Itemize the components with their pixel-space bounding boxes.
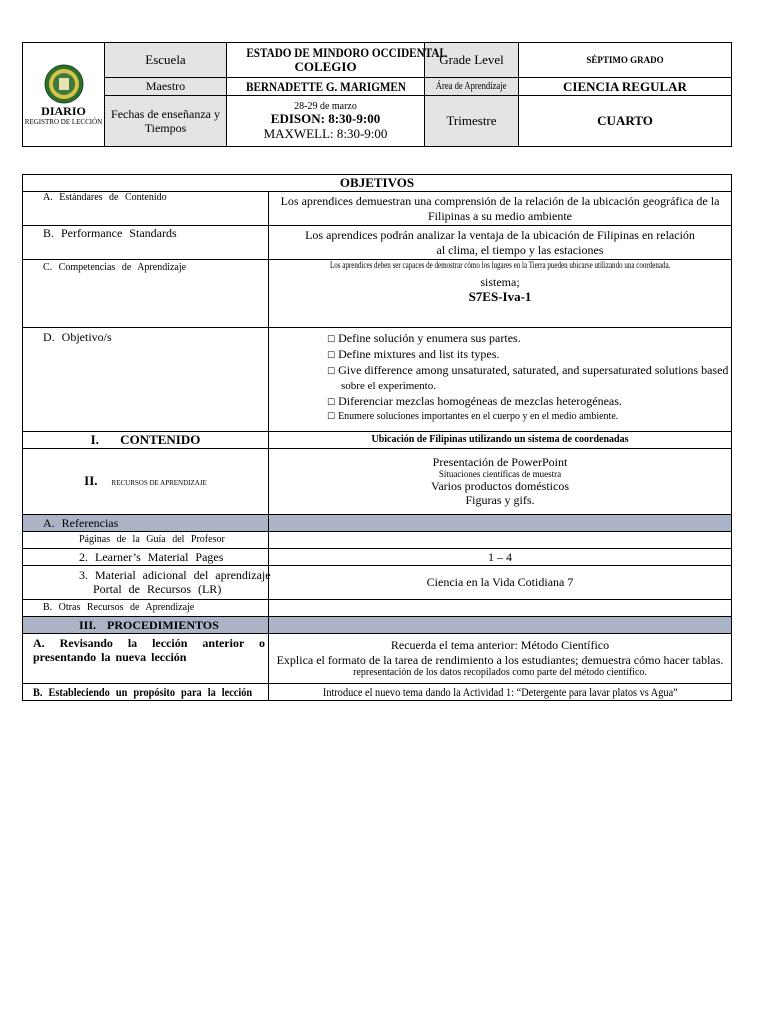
- learner-material-value: 1 – 4: [269, 549, 732, 566]
- area-label-cell: [425, 78, 519, 96]
- missing-glyph-box-icon: ☐: [327, 367, 336, 378]
- teacher-label: Maestro: [105, 78, 227, 96]
- purpose-label: B. Estableciendo un propósito para la lección: [33, 684, 253, 699]
- content-standards-label: A. Estándares de Contenido: [23, 192, 269, 226]
- quarter-value: CUARTO: [519, 96, 732, 147]
- grade-value: SÉPTIMO GRADO: [519, 43, 732, 78]
- performance-line1: Los aprendices podrán analizar la ventaja de la ubicación de Filipinas en relación: [305, 228, 695, 243]
- resource-item: Presentación de PowerPoint: [432, 454, 568, 469]
- school-label: Escuela: [105, 43, 227, 78]
- additional-material-label-1: 3. Material adicional del aprendizaje: [79, 567, 271, 582]
- school-value-line1: ESTADO DE MINDORO OCCIDENTAL: [246, 44, 447, 60]
- objectives-label: D. Objetivo/s: [23, 328, 269, 432]
- competencies-line1: Los aprendices deben ser capaces de demostrar cómo los lugares en la Tierra pueden ubicarse utilizando una coordenada.: [329, 260, 671, 270]
- content-label: I. CONTENIDO: [23, 432, 269, 449]
- additional-material-value: Ciencia en la Vida Cotidiana 7: [269, 566, 732, 600]
- references-value: [269, 515, 732, 532]
- resources-number: II.: [84, 473, 98, 489]
- school-value-cell: [227, 43, 447, 78]
- content-value: Ubicación de Filipinas utilizando un sistema de coordenadas: [269, 432, 732, 449]
- dates-value-cell: [227, 96, 425, 147]
- logo-title: DIARIO: [41, 104, 86, 119]
- objetivos-title: OBJETIVOS: [23, 175, 732, 192]
- objectives-list: [269, 328, 732, 432]
- logo-subtitle: REGISTRO DE LECCIÓN: [24, 118, 103, 127]
- resource-item: Varios productos domésticos: [431, 478, 569, 493]
- additional-material-label-2: Portal de Recursos (LR): [93, 581, 222, 596]
- review-line3: representación de los datos recopilados como parte del método científico.: [353, 666, 647, 678]
- logo-cell: [23, 43, 105, 147]
- competencies-line2: sistema;: [480, 274, 520, 289]
- resource-item: Figuras y gifs.: [465, 492, 535, 507]
- dates-label: Fechas de enseñanza y Tiempos: [105, 96, 227, 147]
- resources-value-cell: [269, 449, 732, 515]
- objective-text: Define mixtures and list its types.: [338, 347, 500, 362]
- objective-item: [327, 330, 728, 346]
- purpose-value: Introduce el nuevo tema dando la Actividad 1: “Detergente para lavar platos vs Agua”: [322, 684, 678, 699]
- objective-item: [327, 362, 728, 378]
- review-label: A. Revisando la lección anterior o presentando la nueva lección: [23, 634, 269, 684]
- dates-line3: MAXWELL: 8:30-9:00: [263, 125, 388, 141]
- competencies-value-cell: [269, 260, 732, 328]
- performance-line2: al clima, el tiempo y las estaciones: [436, 242, 604, 257]
- teacher-guide-value: [269, 532, 732, 549]
- review-line1: Recuerda el tema anterior: Método Científico: [390, 638, 610, 653]
- dates-line2: EDISON: 8:30-9:00: [270, 111, 381, 127]
- resources-label-cell: [23, 449, 269, 515]
- objective-text: Enumere soluciones importantes en el cuerpo y en el medio ambiente.: [338, 410, 619, 422]
- teacher-guide-label: Páginas de la Guía del Profesor: [23, 532, 269, 549]
- resources-label: RECURSOS DE APRENDIZAJE: [111, 479, 207, 488]
- area-label: Área de Aprendizaje: [436, 80, 507, 92]
- competencies-label: C. Competencias de Aprendizaje: [23, 260, 269, 328]
- additional-material-label-cell: [23, 566, 269, 600]
- objective-item: [327, 393, 728, 409]
- objective-item: [327, 346, 728, 362]
- dates-line1: 28-29 de marzo: [294, 100, 357, 112]
- references-label: A. Referencias: [23, 515, 269, 532]
- resource-item: Situaciones científicas de muestra: [438, 469, 562, 480]
- school-value-line2: COLEGIO: [294, 59, 357, 74]
- missing-glyph-box-icon: ☐: [327, 398, 336, 409]
- learner-material-label: 2. Learner’s Material Pages: [23, 549, 269, 566]
- content-standards-value: Los aprendices demuestran una comprensión de la relación de la ubicación geográfica de la Filipinas a su medio ambiente: [269, 192, 732, 226]
- header-table: [22, 42, 732, 147]
- objective-text: Give difference among unsaturated, saturated, and supersaturated solutions based: [338, 363, 729, 378]
- lesson-table: [22, 174, 732, 701]
- purpose-label-cell: [23, 684, 269, 701]
- review-value-cell: [269, 634, 732, 684]
- competencies-code: S7ES-Iva-1: [468, 288, 532, 304]
- school-seal-icon: [44, 64, 84, 104]
- missing-glyph-box-icon: ☐: [327, 351, 336, 362]
- other-resources-value: [269, 600, 732, 617]
- objective-item-cont: sobre el experimento.: [341, 379, 436, 392]
- quarter-label: Trimestre: [425, 96, 519, 147]
- performance-value-cell: [269, 226, 732, 260]
- objective-text: Define solución y enumera sus partes.: [338, 331, 521, 345]
- missing-glyph-box-icon: ☐: [327, 335, 336, 345]
- teacher-value: BERNADETTE G. MARIGMEN: [245, 78, 406, 94]
- missing-glyph-box-icon: ☐: [327, 411, 336, 422]
- other-resources-label: B. Otras Recursos de Aprendizaje: [23, 600, 269, 617]
- objective-text: Diferenciar mezclas homogéneas de mezclas heterogéneas.: [338, 394, 622, 409]
- purpose-value-cell: [269, 684, 732, 701]
- performance-label: B. Performance Standards: [23, 226, 269, 260]
- procedures-label: III. PROCEDIMIENTOS: [23, 617, 269, 634]
- teacher-value-cell: [227, 78, 425, 96]
- procedures-value: [269, 617, 732, 634]
- review-line2: Explica el formato de la tarea de rendimiento a los estudiantes; demuestra cómo hacer tablas.: [276, 652, 724, 667]
- area-value: CIENCIA REGULAR: [519, 78, 732, 96]
- objective-item: [327, 410, 728, 424]
- grade-label: Grade Level: [425, 43, 519, 78]
